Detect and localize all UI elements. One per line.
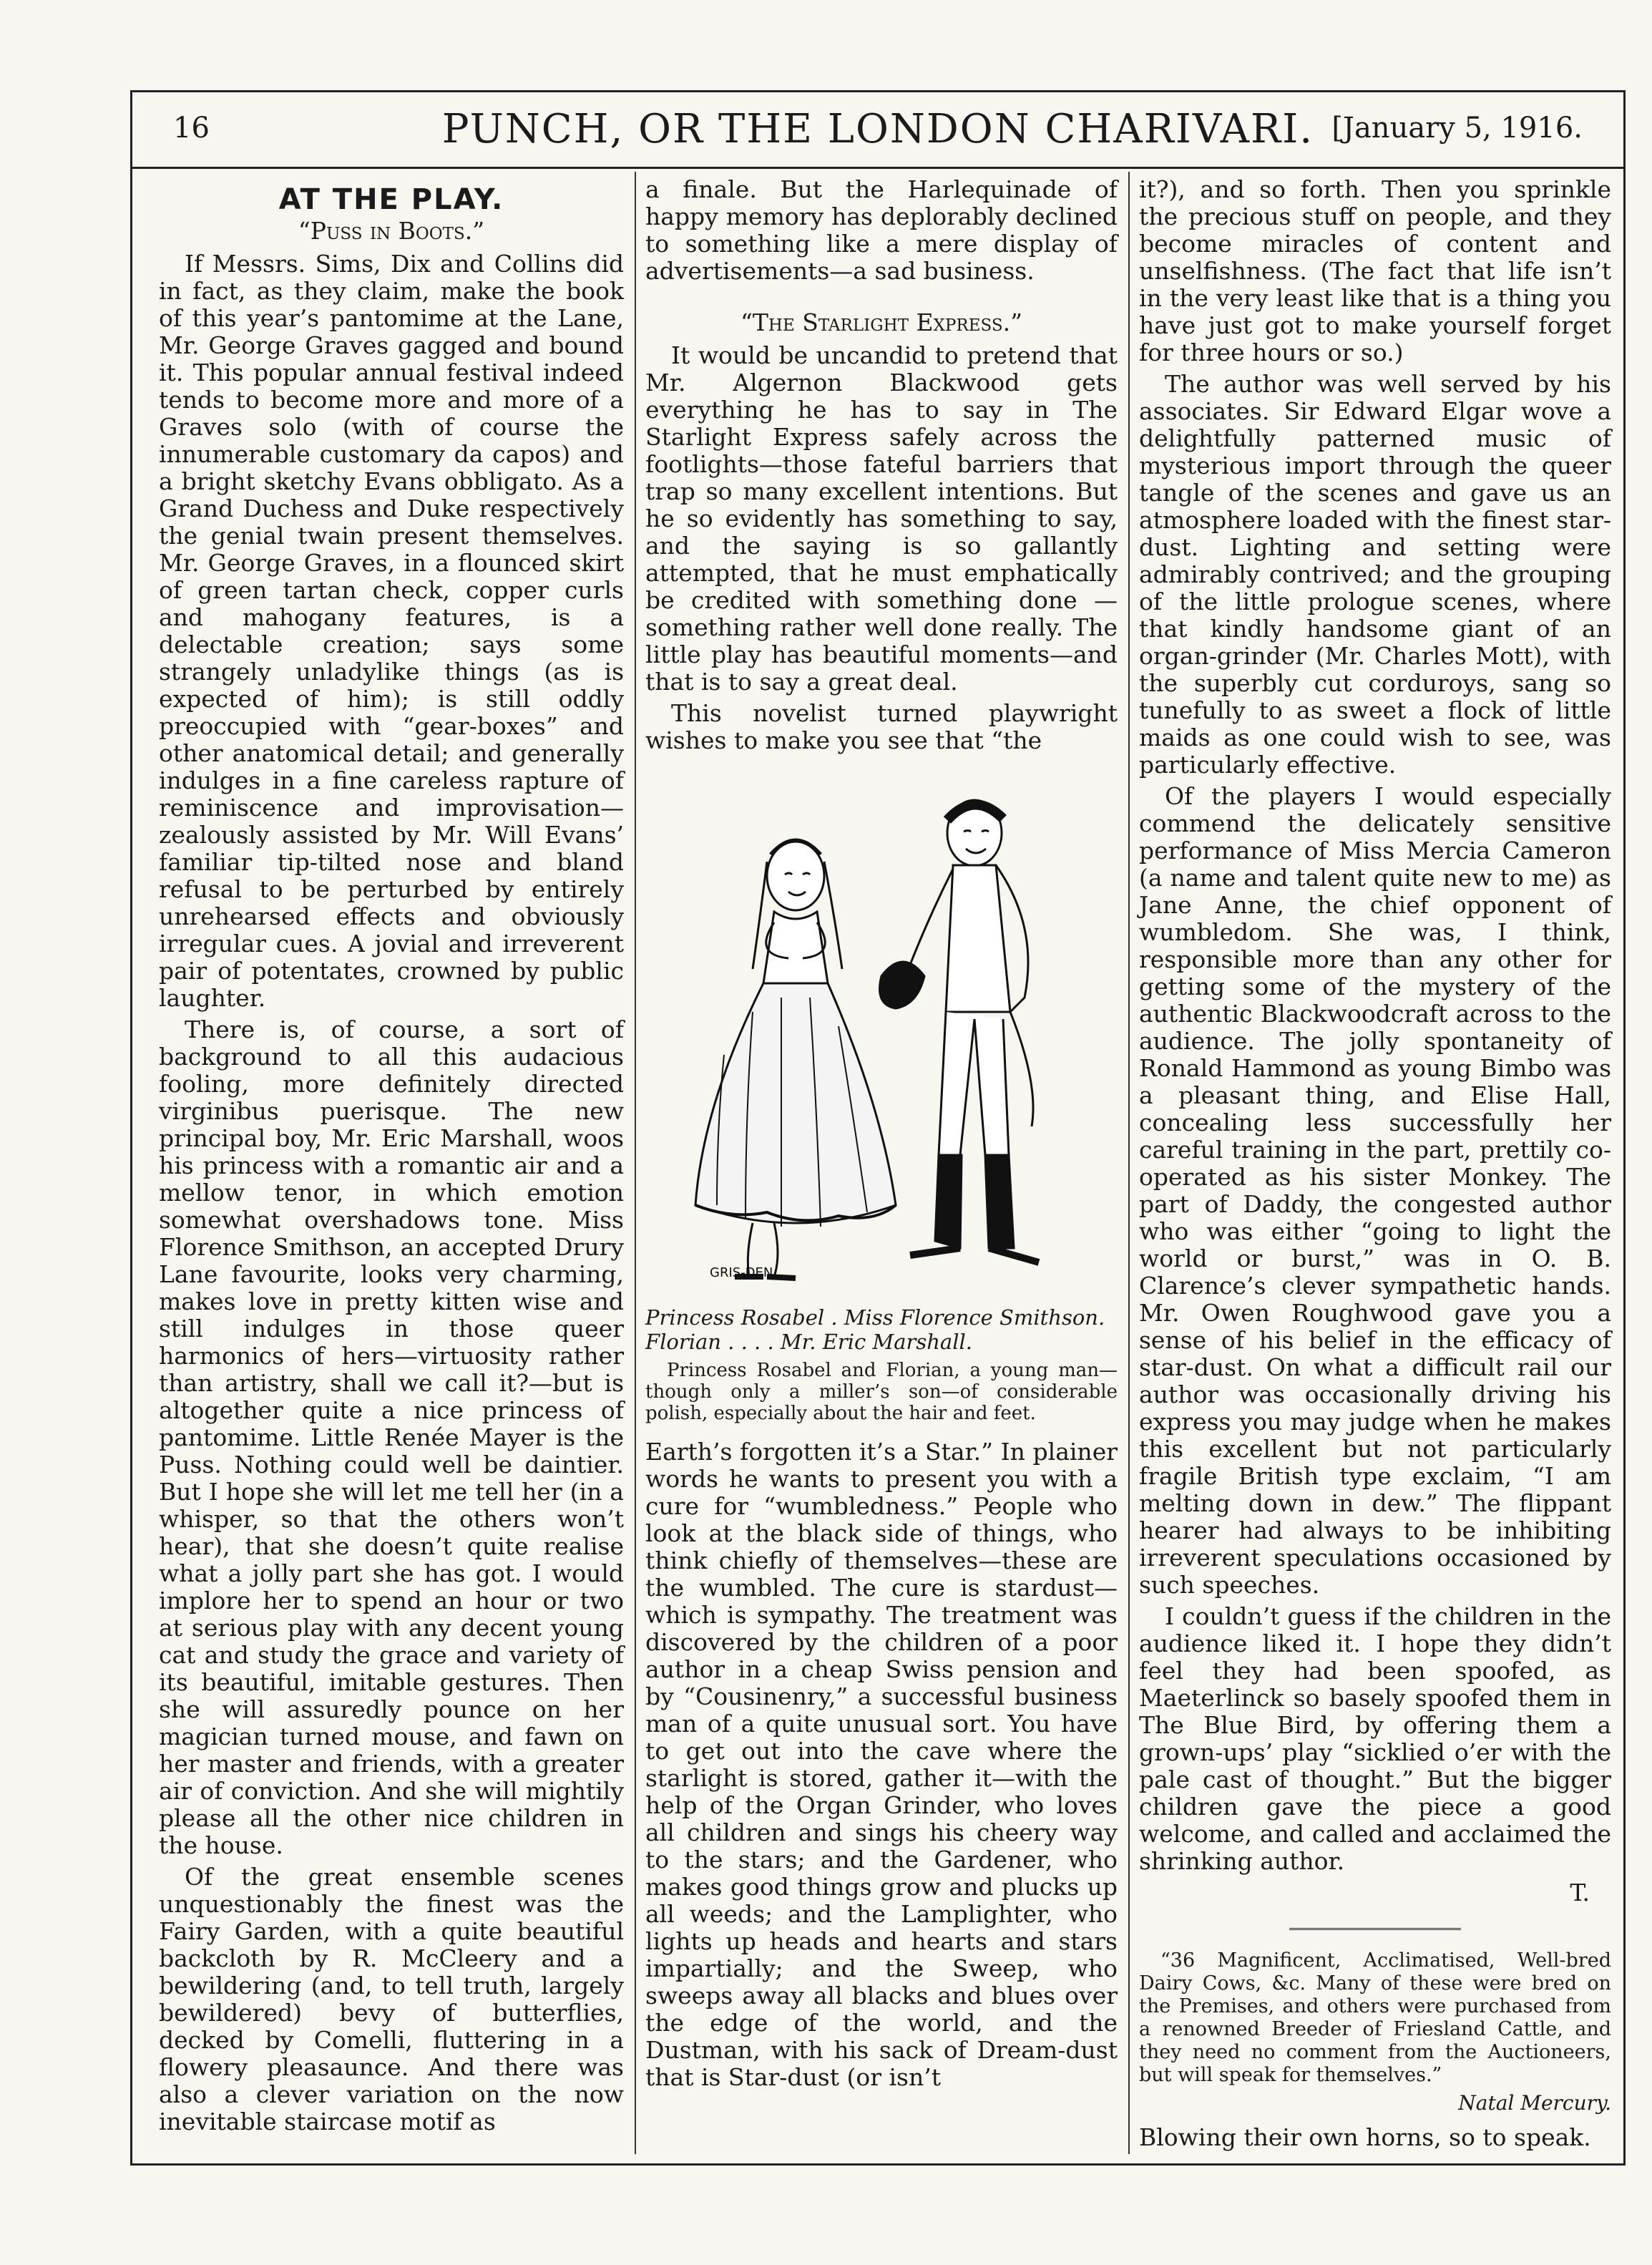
issue-date: [January 5, 1916.	[1331, 112, 1583, 145]
artist-signature: GRIS-DEN	[710, 1265, 773, 1280]
column-3	[1139, 176, 1611, 2156]
subheading-starlight-express: “The Starlight Express.”	[741, 308, 1022, 336]
column-2	[645, 176, 1118, 2095]
masthead-title: PUNCH, OR THE LONDON CHARIVARI.	[441, 106, 1314, 152]
quote-comment: Blowing their own horns, so to speak.	[1139, 2123, 1591, 2151]
paragraph: It would be uncandid to pretend that Mr. Algernon Blackwood gets everything he has to say in The Starlight Express safely across the footlights—those fateful barriers that trap so many excellent intentions. But he so evidently has something to say, and the saying is so gallantly attempted, that he must emphatically be credited with something done — something rather well done really. The little play has beautiful moments—and that is to say a great deal.	[645, 341, 1118, 696]
illustration	[645, 783, 1118, 1298]
page-number: 16	[173, 112, 210, 145]
paragraph: I couldn’t guess if the children in the audience liked it. I hope they didn’t feel they had been spoofed, as Maeterlinck so basely spoofed them in The Blue Bird, by offering them a grown-ups’ play “sicklied o’er with the pale cast of thought.” But the bigger children gave the piece a good welcome, and called and acclaimed the shrinking author.	[1139, 1602, 1611, 1875]
paragraph: There is, of course, a sort of background to all this audacious fooling, more definitely directed virginibus puerisque. The new principal boy, Mr. Eric Marshall, woos his princess with a romantic air and a mellow tenor, in which emotion somewhat overshadows tone. Miss Florence Smithson, an accepted Drury Lane favourite, looks very charming, makes love in pretty kitten wise and still indulges in those queer harmonics of hers—virtuosity rather than artistry, shall we call it?—but is altogether quite a nice princess of pantomime. Little Renée Mayer is the Puss. Nothing could well be daintier. But I hope she will let me tell her (in a whisper, so that the others won’t hear), that she doesn’t quite realise what a jolly part she has got. I would implore her to spend an hour or two at serious play with any decent young cat and study the grace and variety of its beautiful, imitable gestures. Then she will assuredly pounce on her magician turned mouse, and fawn on her master and friends, with a greater air of conviction. And she will mightily please all the other nice children in the house.	[159, 1015, 624, 1859]
column-divider	[1128, 172, 1130, 2154]
column-divider	[635, 172, 636, 2154]
paragraph: The author was well served by his associates. Sir Edward Elgar wove a delightfully patterned music of mysterious import through the queer tangle of the scenes and gave us an atmosphere loaded with the finest star-dust. Lighting and setting were admirably contrived; and the grouping of the little prologue scenes, where that kindly handsome giant of an organ-grinder (Mr. Charles Mott), with the superbly cut corduroys, sang so tunefully to as sweet a flock of little maids as one could wish to see, was particularly effective.	[1139, 370, 1611, 779]
paragraph: Of the great ensemble scenes unquestionably the finest was the Fairy Garden, with a quite beautiful backcloth by R. McCleery and a bewildering (and, to tell truth, largely bewildered) bevy of butterflies, decked by Comelli, fluttering in a flowery pleasaunce. And there was also a clever variation on the now inevitable staircase motif as	[159, 1863, 624, 2135]
article-heading: AT THE PLAY.	[278, 183, 504, 216]
princess-figure	[695, 840, 896, 1278]
cartoon-princess-and-florian	[667, 783, 1096, 1298]
column-1	[159, 176, 624, 2140]
quote-source: Natal Mercury.	[1458, 2091, 1611, 2115]
paragraph: Earth’s forgotten it’s a Star.” In plainer words he wants to present you with a cure for “wumbledness.” People who look at the black side of things, who think chiefly of themselves—these are the wumbled. The cure is stardust—which is sympathy. The treatment was discovered by the children of a poor author in a cheap Swiss pension and by “Cousinenry,” a successful business man of a quite unusual sort. You have to get out into the cave where the starlight is stored, gather it—with the help of the Organ Grinder, who loves all children and sings his cheery way to the stars; and the Gardener, who makes good things grow and plucks up all weeds; and the Lamplighter, who lights up heads and hearts and stars impartially; and the Sweep, who sweeps away all blacks and blues over the edge of the world, and the Dustman, with his sack of Dream-dust that is Star-dust (or isn’t	[645, 1438, 1118, 2091]
caption-line: Florian . . . . Mr. Eric Marshall.	[645, 1330, 972, 1354]
paragraph: Of the players I would especially commend the delicately sensitive performance of Miss Mercia Cameron (a name and talent quite new to me) as Jane Anne, the chief opponent of wumbledom. She was, I think, responsible more than any other for getting some of the mystery of the authentic Blackwoodcraft across to the audience. The jolly spontaneity of Ronald Hammond as young Bimbo was a pleasant thing, and Elise Hall, concealing less successfully her careful training in the part, prettily co-operated as his sister Monkey. The part of Daddy, the congested author who was either “going to light the world or burst,” was in O. B. Clarence’s clever sympathetic hands. Mr. Owen Roughwood gave you a sense of his belief in the efficacy of star-dust. On what a difficult rail our author was occasionally driving his express you may judge when he makes this excellent but not particularly fragile British type exclaim, “I am melting down in dew.” The flippant hearer had always to be inhibiting irreverent speculations occasioned by such speeches.	[1139, 782, 1611, 1599]
newspaper-quote: “36 Magnificent, Acclimatised, Well-bred Dairy Cows, &c. Many of these were bred on the Premises, and others were purchased from a renowned Breeder of Friesland Cattle, and they need no comment from the Auctioneers, but will speak for themselves.”	[1139, 1949, 1611, 2086]
author-signature: T.	[1570, 1879, 1590, 1906]
paragraph: This novelist turned playwright wishes to make you see that “the	[645, 699, 1118, 754]
paragraph: it?), and so forth. Then you sprinkle the precious stuff on people, and they become miracles of content and unselfishness. (The fact that life isn’t in the very least like that is a thing you have just got to make yourself forget for three hours or so.)	[1139, 175, 1611, 366]
florian-figure	[880, 800, 1040, 1262]
page-header	[130, 90, 1626, 169]
caption-line: Princess Rosabel . Miss Florence Smithson.	[645, 1305, 1105, 1330]
section-rule	[1289, 1928, 1461, 1932]
caption-note: Princess Rosabel and Florian, a young man—though only a miller’s son—of considerable polish, especially about the hair and feet.	[645, 1360, 1118, 1424]
paragraph: If Messrs. Sims, Dix and Collins did in fact, as they claim, make the book of this year’s pantomime at the Lane, Mr. George Graves gagged and bound it. This popular annual festival indeed tends to become more and more of a Graves solo (with of course the innumerable customary da capos) and a bright sketchy Evans obbligato. As a Grand Duchess and Duke respectively the genial twain present themselves. Mr. George Graves, in a flounced skirt of green tartan check, copper curls and mahogany features, is a delectable creation; says some strangely unladylike things (as is expected of him); is still oddly preoccupied with “gear-boxes” and other anatomical detail; and generally indulges in a fine careless rapture of reminiscence and improvisation—zealously assisted by Mr. Will Evans’ familiar tip-tilted nose and bland refusal to be perturbed by entirely unrehearsed effects and obviously irregular cues. A jovial and irreverent pair of potentates, crowned by public laughter.	[159, 250, 624, 1012]
paragraph: a finale. But the Harlequinade of happy memory has deplorably declined to something like a mere display of advertisements—a sad business.	[645, 175, 1118, 285]
subheading-puss-in-boots: “Puss in Boots.”	[298, 217, 485, 245]
